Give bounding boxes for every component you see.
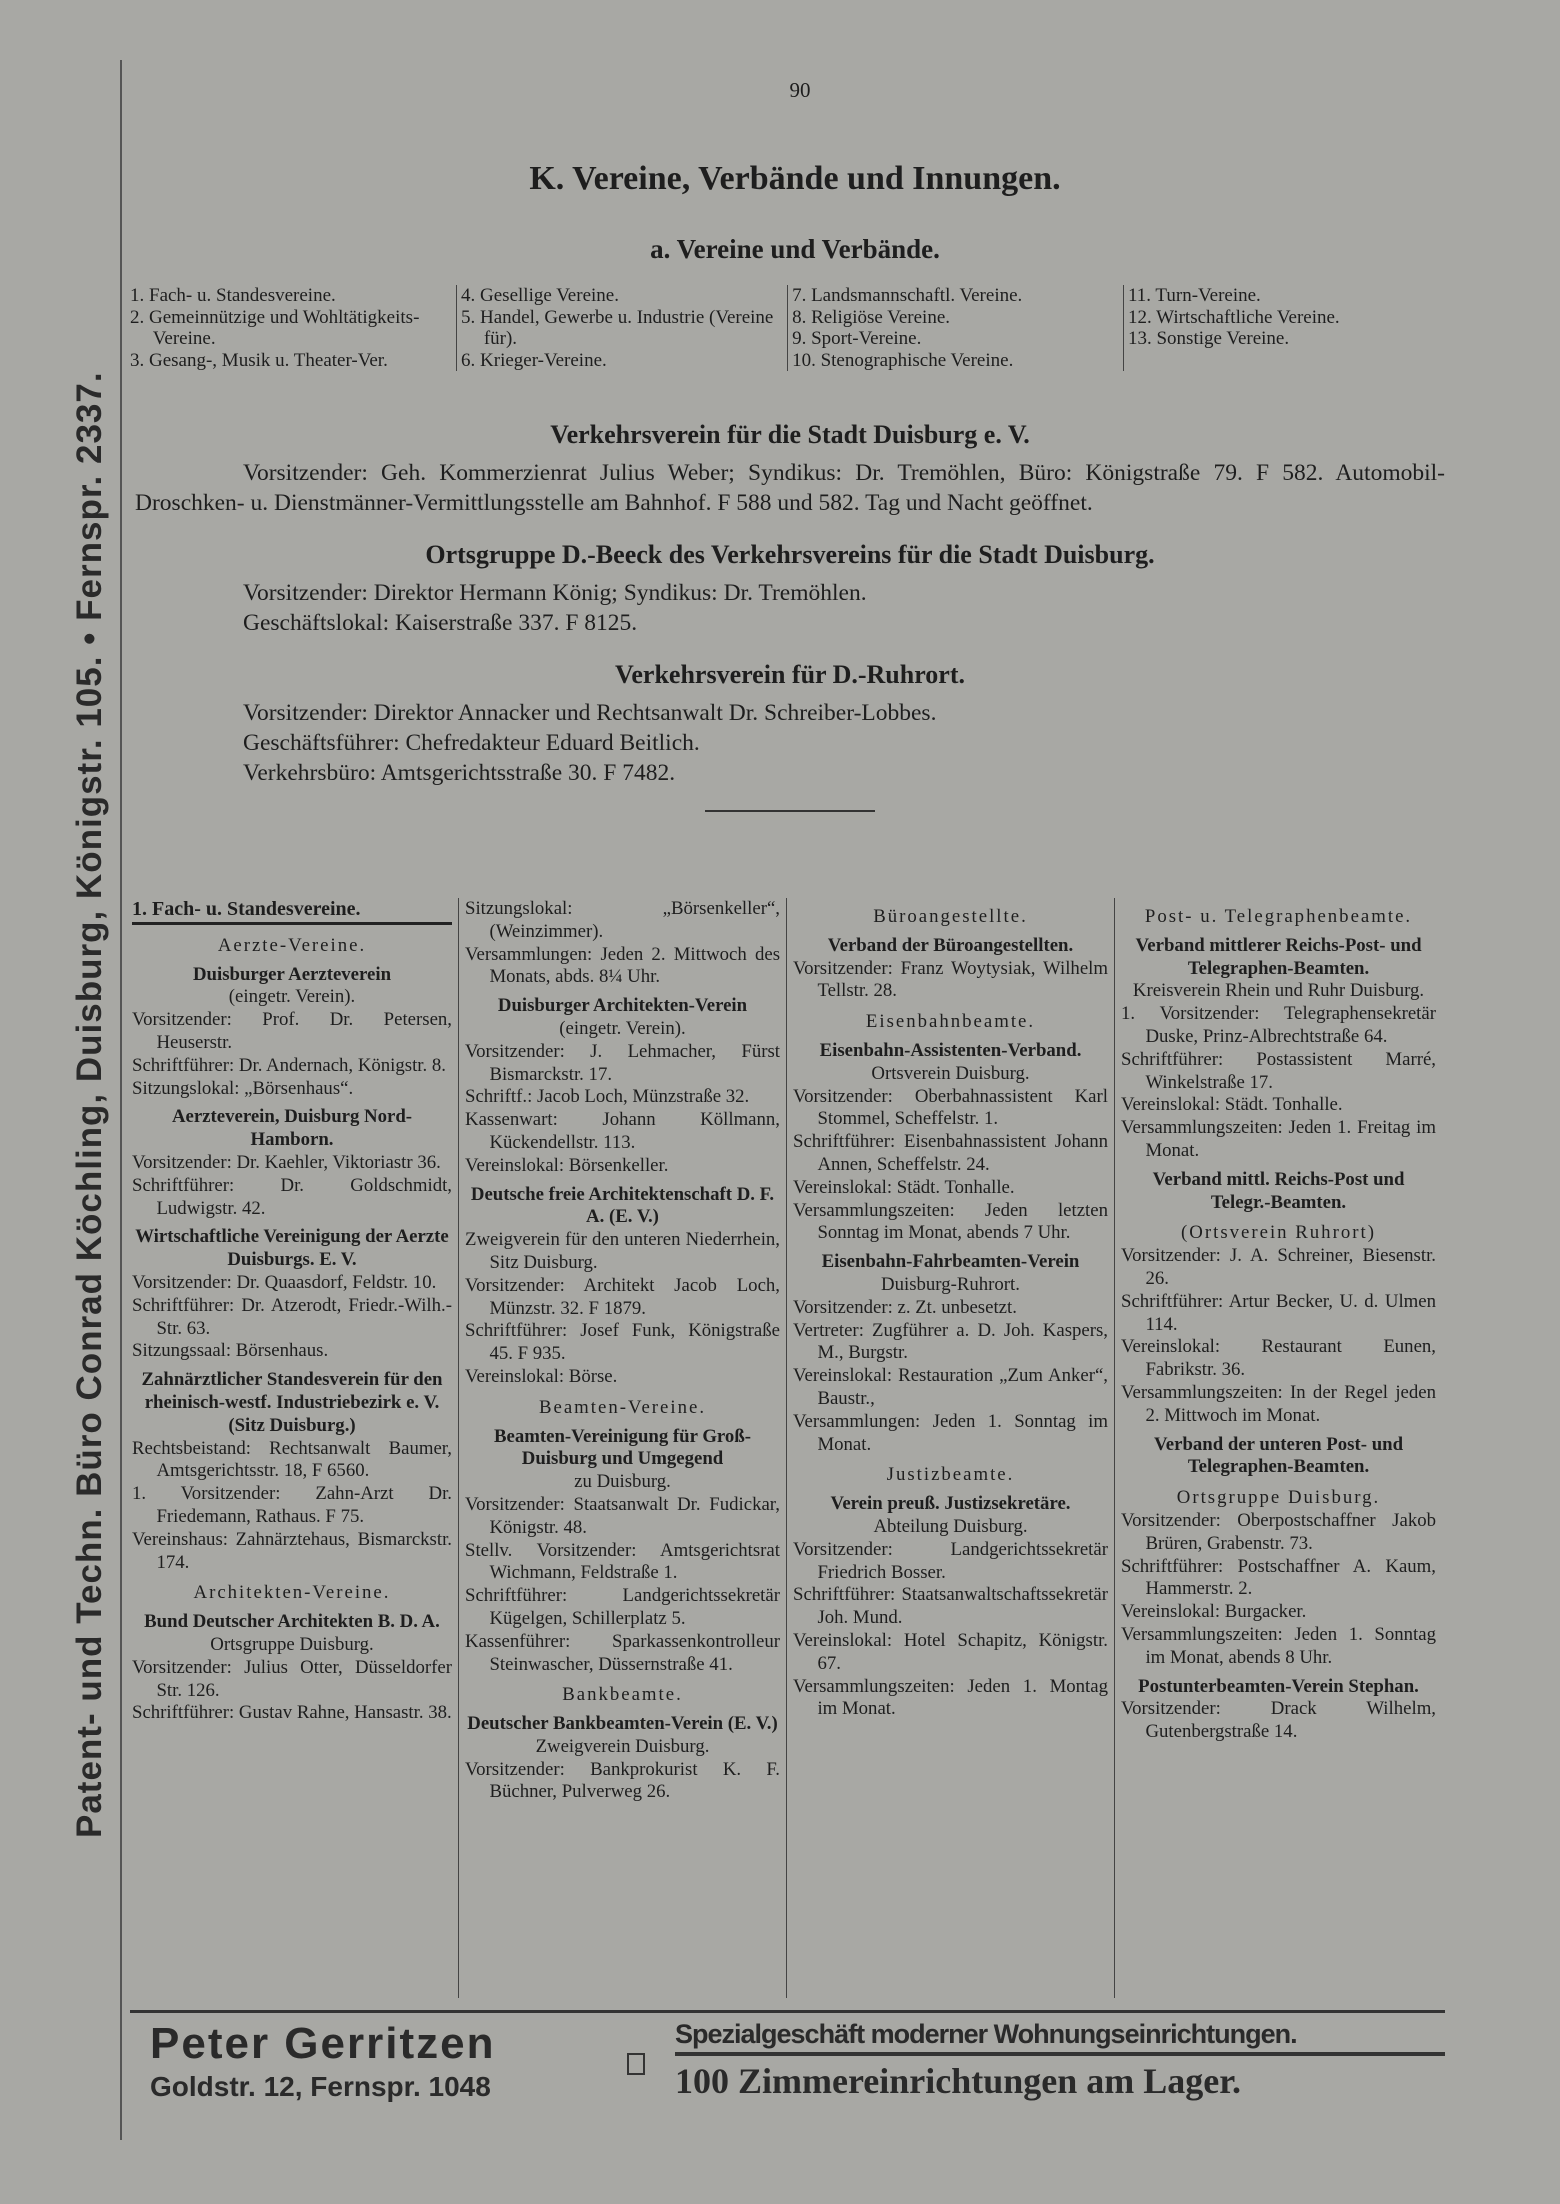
association-detail: Vorsitzender: Landgerichtssekretär Friedrich Bosser.: [793, 1538, 1108, 1583]
association-detail: Vorsitzender: J. A. Schreiner, Biesenstr. 26.: [1121, 1245, 1436, 1289]
tourism-associations: [135, 420, 1445, 812]
association-detail: Schriftführer: Josef Funk, Königstraße 45. F 935.: [465, 1320, 780, 1365]
association-detail: Vorsitzender: Franz Woytysiak, Wilhelm Tellstr. 28.: [793, 957, 1108, 1002]
index-item: 7. Landsmannschaftl. Vereine.: [792, 285, 1023, 306]
association-subtitle: Kreisverein Rhein und Ruhr Duisburg.: [1132, 980, 1425, 1002]
association-detail: Schriftführer: Artur Becker, U. d. Ulmen 114.: [1121, 1290, 1436, 1335]
category-heading: Bankbeamte.: [562, 1684, 683, 1706]
page-number: 90: [789, 78, 811, 102]
index-item: 10. Stenographische Vereine.: [792, 349, 1014, 371]
association-detail: Schriftf.: Jacob Loch, Münzstraße 32.: [465, 1086, 750, 1108]
association-name: Wirtschaftliche Vereinigung der Aerzte Duisburgs. E. V.: [135, 1226, 449, 1271]
association-subtitle: Zweigverein Duisburg.: [535, 1735, 710, 1757]
association-detail: Vorsitzender: Architekt Jacob Loch, Münzstr. 32. F 1879.: [465, 1274, 780, 1319]
association-detail: Vorsitzender: J. Lehmacher, Fürst Bismarckstr. 17.: [465, 1040, 780, 1085]
association-detail: Schriftführer: Postassistent Marré, Winkelstraße 17.: [1121, 1048, 1436, 1093]
category-index: [130, 285, 1415, 371]
category-heading: Eisenbahnbeamte.: [865, 1011, 1036, 1033]
association-detail: Vorsitzender: Julius Otter, Düsseldorfer Str. 126.: [132, 1656, 452, 1701]
association-name: Verband der unteren Post- und Telegraphen-Beamten.: [1153, 1433, 1404, 1478]
index-item: 8. Religiöse Vereine.: [792, 306, 951, 328]
association-detail: Zweigverein für den unteren Niederrhein, Sitz Duisburg.: [465, 1229, 780, 1273]
association-detail: Vorsitzender: Drack Wilhelm, Gutenbergstraße 14.: [1121, 1698, 1436, 1743]
association-name: Zahnärztlicher Standesverein für den rheinisch-westf. Industriebezirk e. V. (Sitz Duisburg.): [141, 1369, 443, 1436]
association-detail: Versammlungszeiten: Jeden 1. Sonntag im Monat, abends 8 Uhr.: [1121, 1623, 1436, 1668]
association-subtitle: (eingetr. Verein).: [559, 1017, 686, 1039]
advertiser-name: Peter Gerritzen: [150, 2019, 496, 2068]
sidebar-advertisement: Patent- und Techn. Büro Conrad Köchling, Duisburg, Königstr. 105. • Fernspr. 2337.: [70, 371, 109, 1839]
association-detail: Vorsitzender: Prof. Dr. Petersen, Heuserstr.: [132, 1009, 452, 1053]
text-column: [1114, 898, 1442, 1998]
association-detail: Schriftführer: Dr. Goldschmidt, Ludwigstr. 42.: [132, 1174, 452, 1219]
chapter-title: K. Vereine, Verbände und Innungen.: [529, 160, 1061, 197]
index-column: [1123, 285, 1415, 371]
association-detail: Vereinslokal: Börse.: [465, 1365, 618, 1387]
association-subtitle: Ortsverein Duisburg.: [871, 1062, 1030, 1084]
association-detail: Vereinslokal: Städt. Tonhalle.: [793, 1176, 1015, 1198]
association-name: Aerzteverein, Duisburg Nord-Hamborn.: [171, 1106, 413, 1151]
association-detail: Vorsitzender: Direktor Hermann König; Syndikus: Dr. Tremöhlen.: [243, 580, 867, 606]
footer-advertisement: [130, 2010, 1445, 2118]
category-heading: Justizbeamte.: [886, 1464, 1015, 1486]
association-detail: Vereinslokal: Städt. Tonhalle.: [1121, 1094, 1343, 1116]
association-detail: Schriftführer: Eisenbahnassistent Johann Annen, Scheffelstr. 24.: [793, 1131, 1108, 1175]
association-detail: Vorsitzender: Oberbahnassistent Karl Stommel, Scheffelstr. 1.: [793, 1085, 1108, 1130]
association-detail: Versammlungen: Jeden 2. Mittwoch des Monats, abds. 8¼ Uhr.: [465, 943, 780, 988]
text-column: [786, 898, 1114, 1998]
index-item: 12. Wirtschaftliche Vereine.: [1127, 306, 1340, 328]
association-detail: Schriftführer: Staatsanwaltschaftssekretär Joh. Mund.: [793, 1584, 1108, 1629]
association-detail: Geschäftslokal: Kaiserstraße 337. F 8125.: [243, 610, 638, 636]
association-detail: Schriftführer: Dr. Andernach, Königstr. 8.: [132, 1054, 446, 1076]
association-detail: Geschäftsführer: Chefredakteur Eduard Beitlich.: [243, 730, 700, 756]
association-detail: 1. Vorsitzender: Telegraphensekretär Duske, Prinz-Albrechtstraße 64.: [1121, 1003, 1436, 1047]
association-name: Deutsche freie Architektenschaft D. F. A. (E. V.): [470, 1183, 775, 1228]
association-detail: Vereinslokal: Restaurant Eunen, Fabrikstr. 36.: [1121, 1336, 1436, 1381]
association-detail: Kassenwart: Johann Köllmann, Kückendellstr. 113.: [465, 1109, 780, 1153]
association-detail: Vereinshaus: Zahnärztehaus, Bismarckstr. 174.: [132, 1528, 452, 1573]
association-columns: [130, 898, 1442, 1998]
section-divider: [705, 810, 875, 812]
association-detail: Vorsitzender: Bankprokurist K. F. Büchner, Pulverweg 26.: [465, 1758, 780, 1803]
index-item: 9. Sport-Vereine.: [792, 328, 922, 349]
association-detail: Versammlungen: Jeden 1. Sonntag im Monat.: [793, 1410, 1108, 1455]
ornament-icon: [627, 2053, 645, 2075]
association-name: Duisburger Aerzteverein: [192, 963, 392, 985]
category-heading: Beamten-Vereine.: [538, 1396, 707, 1418]
association-detail: Vereinslokal: Restauration „Zum Anker“, Baustr.,: [793, 1365, 1108, 1409]
index-column: [130, 285, 456, 371]
index-column: [787, 285, 1123, 371]
index-item: 4. Gesellige Vereine.: [461, 285, 619, 306]
association-detail: Vertreter: Zugführer a. D. Joh. Kaspers, M., Burgstr.: [793, 1319, 1108, 1364]
association-entry: [135, 660, 1445, 788]
text-column: [130, 898, 458, 1998]
advertiser-specialty: Spezialgeschäft moderner Wohnungseinrichtungen.: [675, 2019, 1445, 2056]
index-column: [456, 285, 787, 371]
association-name: Duisburger Architekten-Verein: [497, 995, 748, 1017]
association-name: Postunterbeamten-Verein Stephan.: [1138, 1675, 1419, 1697]
association-detail: Versammlungszeiten: Jeden 1. Freitag im Monat.: [1121, 1117, 1436, 1161]
association-detail: Vorsitzender: Staatsanwalt Dr. Fudickar, Königstr. 48.: [465, 1493, 780, 1538]
association-detail: Vorsitzender: Geh. Kommerzienrat Julius Weber; Syndikus: Dr. Tremöhlen, Büro: Königstraße 79. F 582. Automobil-Droschken- u. Dienstmänner-Vermittlungsstelle am Bahnhof. F 588 und 582. Tag und Nacht geöffnet.: [135, 460, 1445, 516]
association-heading: Ortsgruppe D.-Beeck des Verkehrsvereins für die Stadt Duisburg.: [425, 540, 1155, 569]
association-detail: Stellv. Vorsitzender: Amtsgerichtsrat Wichmann, Feldstraße 1.: [465, 1539, 780, 1584]
association-detail: Vorsitzender: Oberpostschaffner Jakob Brüren, Grabenstr. 73.: [1121, 1509, 1436, 1554]
association-detail: Vorsitzender: z. Zt. unbesetzt.: [793, 1296, 1017, 1318]
category-heading: (Ortsverein Ruhrort): [1181, 1222, 1376, 1244]
section-heading: 1. Fach- u. Standesvereine.: [132, 898, 452, 925]
association-heading: Verkehrsverein für D.-Ruhrort.: [614, 660, 965, 689]
advertiser-address: Goldstr. 12, Fernspr. 1048: [150, 2071, 491, 2102]
category-heading: Büroangestellte.: [873, 906, 1028, 927]
association-detail: Verkehrsbüro: Amtsgerichtsstraße 30. F 7482.: [243, 760, 676, 786]
text-column: [458, 898, 786, 1998]
left-border-rule: [120, 60, 122, 2140]
association-subtitle: Abteilung Duisburg.: [873, 1515, 1028, 1537]
category-heading: Post- u. Telegraphenbeamte.: [1144, 906, 1413, 927]
category-heading: Aerzte-Vereine.: [217, 934, 367, 956]
association-name: Verband mittl. Reichs-Post und Telegr.-Beamten.: [1152, 1168, 1405, 1213]
association-detail: Vereinslokal: Burgacker.: [1121, 1601, 1307, 1623]
section-subtitle: a. Vereine und Verbände.: [650, 234, 940, 264]
association-detail: Schriftführer: Dr. Atzerodt, Friedr.-Wilh.-Str. 63.: [132, 1294, 452, 1339]
association-detail: Sitzungssaal: Börsenhaus.: [132, 1340, 329, 1362]
index-item: 5. Handel, Gewerbe u. Industrie (Vereine für).: [461, 306, 774, 349]
association-detail: 1. Vorsitzender: Zahn-Arzt Dr. Friedemann, Rathaus. F 75.: [132, 1483, 452, 1527]
index-item: 13. Sonstige Vereine.: [1127, 328, 1290, 349]
association-detail: Vorsitzender: Dr. Quaasdorf, Feldstr. 10.: [132, 1271, 437, 1293]
association-detail: Vorsitzender: Direktor Annacker und Rechtsanwalt Dr. Schreiber-Lobbes.: [243, 700, 937, 726]
association-name: Beamten-Vereinigung für Groß-Duisburg und Umgegend: [493, 1425, 752, 1470]
category-heading: Ortsgruppe Duisburg.: [1176, 1487, 1381, 1509]
association-subtitle: zu Duisburg.: [574, 1471, 671, 1493]
association-detail: Rechtsbeistand: Rechtsanwalt Baumer, Amtsgerichtsstr. 18, F 6560.: [132, 1437, 452, 1482]
index-item: 3. Gesang-, Musik u. Theater-Ver.: [130, 349, 388, 371]
category-heading: Architekten-Vereine.: [193, 1582, 391, 1604]
association-detail: Versammlungszeiten: In der Regel jeden 2. Mittwoch im Monat.: [1121, 1381, 1436, 1426]
association-name: Verband der Büroangestellten.: [827, 934, 1074, 956]
advertiser-stock: 100 Zimmereinrichtungen am Lager.: [675, 2061, 1241, 2101]
association-subtitle: (eingetr. Verein).: [228, 986, 356, 1008]
index-item: 1. Fach- u. Standesvereine.: [130, 285, 336, 306]
association-detail: Kassenführer: Sparkassenkontrolleur Steinwascher, Düssernstraße 41.: [465, 1630, 780, 1675]
index-item: 2. Gemeinnützige und Wohltätigkeits-Vereine.: [130, 306, 420, 349]
association-detail: Sitzungslokal: „Börsenhaus“.: [132, 1077, 354, 1099]
association-detail: Vereinslokal: Börsenkeller.: [465, 1154, 669, 1176]
association-subtitle: Ortsgruppe Duisburg.: [210, 1633, 374, 1655]
index-item: 11. Turn-Vereine.: [1127, 285, 1261, 306]
association-name: Eisenbahn-Fahrbeamten-Verein: [821, 1251, 1080, 1273]
association-detail: Sitzungslokal: „Börsenkeller“, (Weinzimmer).: [465, 898, 780, 942]
association-name: Verband mittlerer Reichs-Post- und Telegraphen-Beamten.: [1135, 934, 1422, 979]
association-detail: Schriftführer: Landgerichtssekretär Kügelgen, Schillerplatz 5.: [465, 1585, 780, 1629]
association-name: Deutscher Bankbeamten-Verein (E. V.): [467, 1713, 778, 1735]
association-detail: Vereinslokal: Hotel Schapitz, Königstr. 67.: [793, 1629, 1108, 1674]
association-detail: Schriftführer: Postschaffner A. Kaum, Hammerstr. 2.: [1121, 1555, 1436, 1600]
index-item: 6. Krieger-Vereine.: [461, 349, 607, 371]
association-detail: Versammlungszeiten: Jeden 1. Montag im Monat.: [793, 1675, 1108, 1720]
association-name: Verein preuß. Justizsekretäre.: [830, 1493, 1071, 1515]
association-detail: Schriftführer: Gustav Rahne, Hansastr. 38.: [132, 1702, 452, 1724]
association-heading: Verkehrsverein für die Stadt Duisburg e. V.: [550, 420, 1030, 449]
association-subtitle: Duisburg-Ruhrort.: [881, 1273, 1020, 1295]
association-name: Bund Deutscher Architekten B. D. A.: [144, 1611, 440, 1633]
association-name: Eisenbahn-Assistenten-Verband.: [819, 1039, 1082, 1061]
association-detail: Vorsitzender: Dr. Kaehler, Viktoriastr 36.: [132, 1151, 441, 1173]
association-entry: [135, 540, 1445, 638]
association-detail: Versammlungszeiten: Jeden letzten Sonntag im Monat, abends 7 Uhr.: [793, 1199, 1108, 1244]
association-entry: [135, 420, 1445, 518]
